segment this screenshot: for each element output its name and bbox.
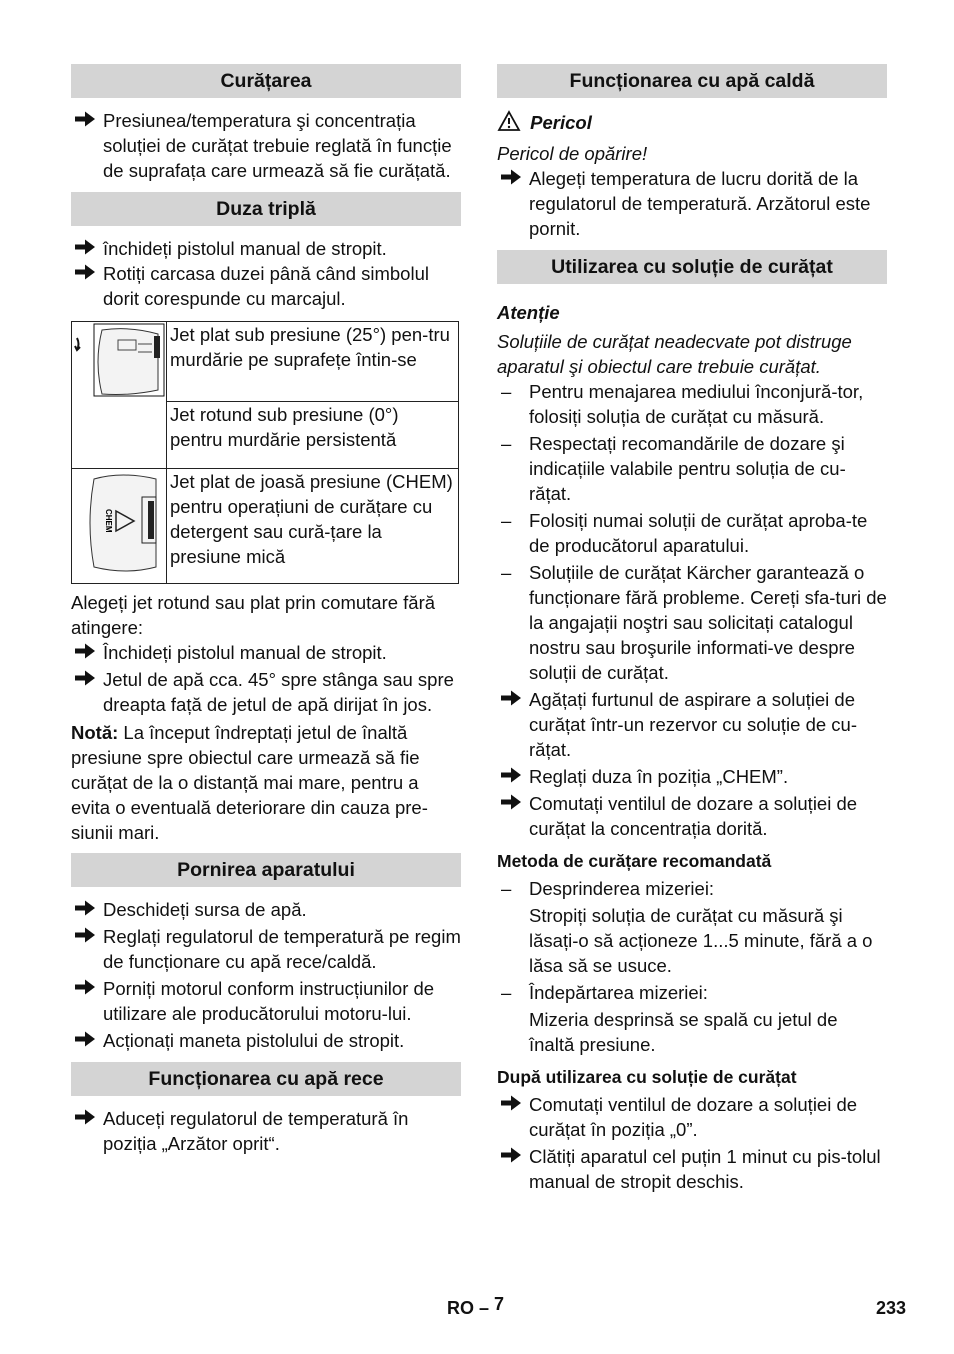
- method-detail: Mizeria desprinsă se spală cu jetul de înaltă presiune.: [529, 1009, 838, 1055]
- list-item: – Desprinderea mizeriei:: [501, 878, 715, 899]
- section-heading-start-device: Pornirea aparatului: [71, 853, 461, 887]
- dash-bullet: –: [501, 381, 512, 402]
- list-item: – Respectați recomandările de dozare şi indicațiile valabile pentru soluția de cu-rățat.: [501, 433, 846, 504]
- dash-bullet: –: [501, 982, 512, 1003]
- arrow-right-icon: [73, 1106, 99, 1128]
- dash-bullet: –: [501, 433, 512, 454]
- nozzle-head-icon: [72, 322, 166, 462]
- instruction-step: Comutați ventilul de dozare a soluției de curățat la concentrația dorită.: [497, 791, 887, 841]
- arrow-right-icon: [73, 640, 99, 662]
- right-column: [497, 64, 887, 1194]
- instruction-step: Presiunea/temperatura şi concentrația soluției de curățat trebuie reglată în funcție de suprafața care urmează să fie curățată.: [71, 108, 461, 183]
- instruction-step: Aduceți regulatorul de temperatură în poziția „Arzător oprit“.: [71, 1106, 461, 1156]
- arrow-right-icon: [499, 1092, 525, 1114]
- instruction-step: Reglați duza în poziția „CHEM”.: [497, 764, 887, 789]
- instruction-step: Reglați regulatorul de temperatură pe regim de funcționare cu apă rece/caldă.: [71, 924, 461, 974]
- dash-bullet: –: [501, 562, 512, 583]
- danger-warning: Pericol: [497, 108, 887, 135]
- note-paragraph: Notă: La început îndreptați jetul de înaltă presiune spre obiectul care urmează să fie curățat de la o distanță mai mare, pentru a evita o eventuală deteriorare din cauza pre-siunii mari.: [71, 722, 428, 843]
- instruction-step: Rotiți carcasa duzei până când simbolul dorit corespunde cu marcajul.: [71, 261, 461, 311]
- section-heading-cleaning: Curățarea: [71, 64, 461, 98]
- subheading-after-detergent: După utilizarea cu soluție de curățat: [497, 1067, 797, 1087]
- nozzle-mode-round-high: Jet rotund sub presiune (0°) pentru murdărie persistentă: [167, 402, 459, 469]
- arrow-right-icon: [73, 897, 99, 919]
- section-heading-hot-water: Funcționarea cu apă caldă: [497, 64, 887, 98]
- warning-triangle-icon: [497, 110, 521, 132]
- arrow-right-icon: [499, 791, 525, 813]
- arrow-right-icon: [499, 166, 525, 188]
- nozzle-mode-flat-high: Jet plat sub presiune (25°) pen-tru murdărie pe suprafețe întin-se: [167, 322, 459, 402]
- list-item: – Pentru menajarea mediului înconjură-tor, folosiți soluția de curățat cu măsură.: [501, 381, 864, 427]
- section-heading-detergent: Utilizarea cu soluție de curățat: [497, 250, 887, 284]
- caution-text: Soluțiile de curățat neadecvate pot distruge aparatul şi obiectul care trebuie curățat.: [497, 331, 852, 377]
- instruction-step: Comutați ventilul de dozare a soluției de curățat în poziția „0”.: [497, 1092, 887, 1142]
- instruction-step: Închideți pistolul manual de stropit.: [71, 640, 461, 665]
- arrow-right-icon: [73, 1028, 99, 1050]
- arrow-right-icon: [73, 976, 99, 998]
- instruction-step: închideți pistolul manual de stropit.: [71, 236, 461, 261]
- arrow-right-icon: [73, 667, 99, 689]
- danger-text: Pericol de opărire!: [497, 143, 648, 164]
- dash-bullet: –: [501, 878, 512, 899]
- svg-text:CHEM: CHEM: [104, 509, 113, 533]
- arrow-right-icon: [73, 108, 99, 130]
- arrow-right-icon: [499, 1144, 525, 1166]
- instruction-step: Agățați furtunul de aspirare a soluției de curățat într-un rezervor cu soluție de cu-rățat.: [497, 687, 887, 762]
- nozzle-chem-icon: [72, 469, 166, 577]
- instruction-step: Deschideți sursa de apă.: [71, 897, 461, 922]
- arrow-right-icon: [499, 764, 525, 786]
- instruction-step: Alegeți temperatura de lucru dorită de la regulatorul de temperatură. Arzătorul este pornit.: [497, 166, 887, 241]
- caution-label: Atenție: [497, 302, 560, 323]
- dash-bullet: –: [501, 510, 512, 531]
- paragraph-switch-jet: Alegeți jet rotund sau plat prin comutare fără atingere:: [71, 592, 436, 638]
- nozzle-mode-chem-low: Jet plat de joasă presiune (CHEM) pentru operațiuni de curățare cu detergent sau cură-țare la presiune mică: [167, 469, 459, 584]
- arrow-right-icon: [73, 236, 99, 258]
- instruction-step: Acționați maneta pistolului de stropit.: [71, 1028, 461, 1053]
- footer-language-page: RO – 7: [447, 1294, 505, 1318]
- left-column: [71, 64, 461, 1156]
- list-item: – Folosiți numai soluții de curățat aproba-te de producătorul aparatului.: [501, 510, 868, 556]
- nozzle-settings-table: [71, 321, 459, 584]
- list-item: – Îndepărtarea mizeriei:: [501, 982, 708, 1003]
- page-number: 233: [876, 1298, 907, 1318]
- list-item: – Soluțiile de curățat Kärcher garantează o funcționare fără probleme. Cereți sfa-turi de la angajații noştri sau solicitați catalogul nostru sau broşurile informati-ve despre soluții de curățat.: [501, 562, 887, 683]
- instruction-step: Jetul de apă cca. 45° spre stânga sau spre dreapta față de jetul de apă dirijat în jos.: [71, 667, 461, 717]
- arrow-right-icon: [73, 924, 99, 946]
- arrow-right-icon: [73, 261, 99, 283]
- instruction-step: Clătiți aparatul cel puțin 1 minut cu pis-tolul manual de stropit deschis.: [497, 1144, 887, 1194]
- subheading-recommended-method: Metoda de curățare recomandată: [497, 851, 772, 871]
- nozzle-high-pressure-illustration: [72, 322, 167, 469]
- nozzle-low-pressure-illustration: [72, 469, 167, 584]
- method-detail: Stropiți soluția de curățat cu măsură şi lăsați-o să acționeze 1...5 minute, fără a o lăsa să se usuce.: [529, 905, 873, 976]
- arrow-right-icon: [499, 687, 525, 709]
- instruction-step: Porniți motorul conform instrucțiunilor de utilizare ale producătorului motoru-lui.: [71, 976, 461, 1026]
- section-heading-triple-nozzle: Duza triplă: [71, 192, 461, 226]
- section-heading-cold-water: Funcționarea cu apă rece: [71, 1062, 461, 1096]
